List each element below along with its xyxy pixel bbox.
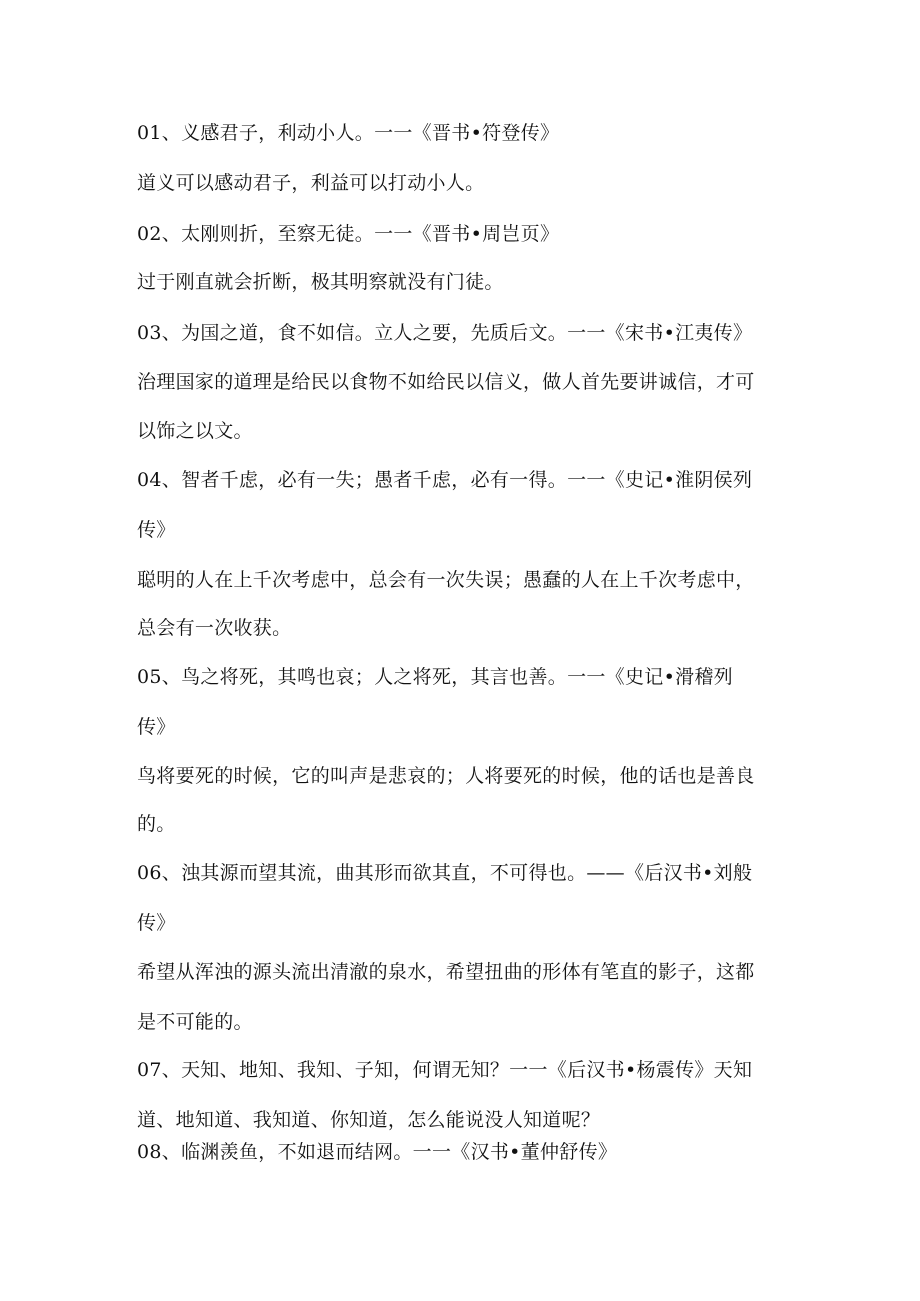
text-line: 传》	[137, 716, 176, 738]
text-line: 03、为国之道，食不如信。立人之要，先质后文。一一《宋书•江夷传》	[137, 322, 753, 344]
text-line: 希望从浑浊的源头流出清澈的泉水，希望扭曲的形体有笔直的影子，这都	[137, 961, 755, 983]
text-line: 04、智者千虑，必有一失；愚者千虑，必有一得。一一《史记•淮阴侯列	[137, 469, 753, 491]
text-line: 治理国家的道理是给民以食物不如给民以信义，做人首先要讲诚信，才可	[137, 371, 755, 393]
text-line: 总会有一次收获。	[137, 617, 292, 639]
text-line: 05、鸟之将死，其鸣也哀；人之将死，其言也善。一一《史记•滑稽列	[137, 666, 733, 688]
text-line: 以饰之以文。	[137, 420, 253, 442]
text-line: 01、义感君子，利动小人。一一《晋书•符登传》	[137, 122, 560, 144]
text-line: 道、地知道、我知道、你知道，怎么能说没人知道呢？	[137, 1109, 601, 1131]
text-line: 08、临渊羡鱼，不如退而结网。一一《汉书•董仲舒传》	[137, 1141, 618, 1163]
text-line: 传》	[137, 519, 176, 541]
text-line: 是不可能的。	[137, 1011, 253, 1033]
text-line: 聪明的人在上千次考虑中，总会有一次失误；愚蠢的人在上千次考虑中，	[137, 569, 755, 591]
text-line: 07、天知、地知、我知、子知，何谓无知？一一《后汉书•杨震传》天知	[137, 1059, 753, 1081]
text-line: 06、浊其源而望其流，曲其形而欲其直，不可得也。——《后汉书•刘般	[137, 862, 753, 884]
text-line: 过于刚直就会折断，极其明察就没有门徒。	[137, 271, 504, 293]
text-line: 道义可以感动君子，利益可以打动小人。	[137, 172, 485, 194]
text-line: 02、太刚则折，至察无徒。一一《晋书•周岂页》	[137, 223, 560, 245]
text-line: 鸟将要死的时候，它的叫声是悲哀的；人将要死的时候，他的话也是善良	[137, 765, 755, 787]
text-line: 传》	[137, 912, 176, 934]
text-line: 的。	[137, 813, 176, 835]
